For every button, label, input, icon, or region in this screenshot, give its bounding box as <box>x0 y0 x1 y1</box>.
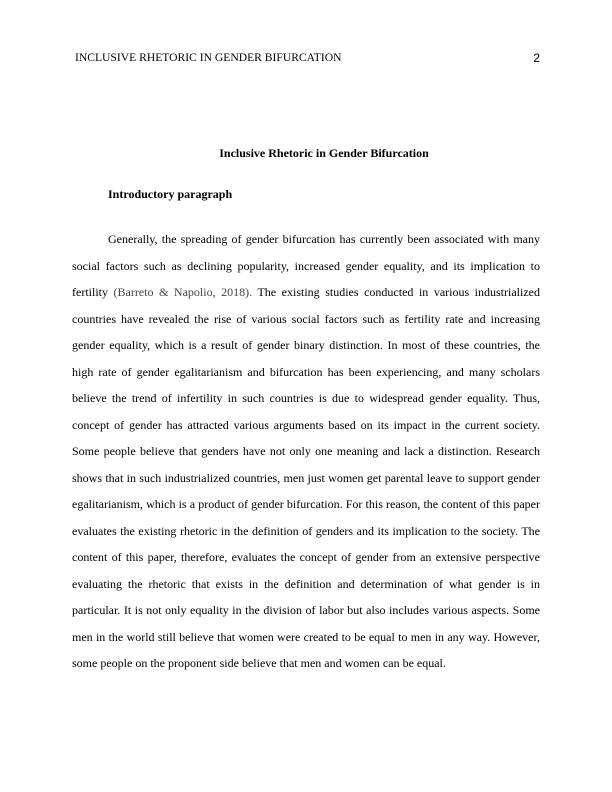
running-head-title: INCLUSIVE RHETORIC IN GENDER BIFURCATION <box>75 51 342 64</box>
paragraph-text-part-1: Generally, the spreading of gender bifurcation has currently been associated with many social factors such as declining popularity, increased gender equality, and its implication to fertility <box>72 232 540 299</box>
running-head <box>75 50 540 66</box>
paragraph-text-part-2: The existing studies conducted in various industrialized countries have revealed the rise of various social factors such as fertility rate and increasing gender equality, which is a result of gender binary distinction. In most of these countries, the high rate of gender egalitarianism and bifurcation has been experiencing, and many scholars believe the trend of infertility in such countries is due to widespread gender equality. Thus, concept of gender has attracted various arguments based on its impact in the current society. Some people believe that genders have not only one meaning and lack a distinction. Research shows that in such industrialized countries, men just women get parental leave to support gender egalitarianism, which is a product of gender bifurcation. For this reason, the content of this paper evaluates the existing rhetoric in the definition of genders and its implication to the society. The content of this paper, therefore, evaluates the concept of gender from an extensive perspective evaluating the rhetoric that exists in the definition and determination of what gender is in particular. It is not only equality in the division of labor but also includes various aspects. Some men in the world still believe that women were created to be equal to men in any way. However, some people on the proponent side believe that men and women can be equal. <box>72 285 540 670</box>
document-title: Inclusive Rhetoric in Gender Bifurcation <box>219 146 429 160</box>
citation: (Barreto & Napolio, 2018). <box>113 285 253 299</box>
page-number: 2 <box>533 51 540 65</box>
body-paragraph <box>72 226 540 677</box>
section-heading: Introductory paragraph <box>108 187 233 201</box>
